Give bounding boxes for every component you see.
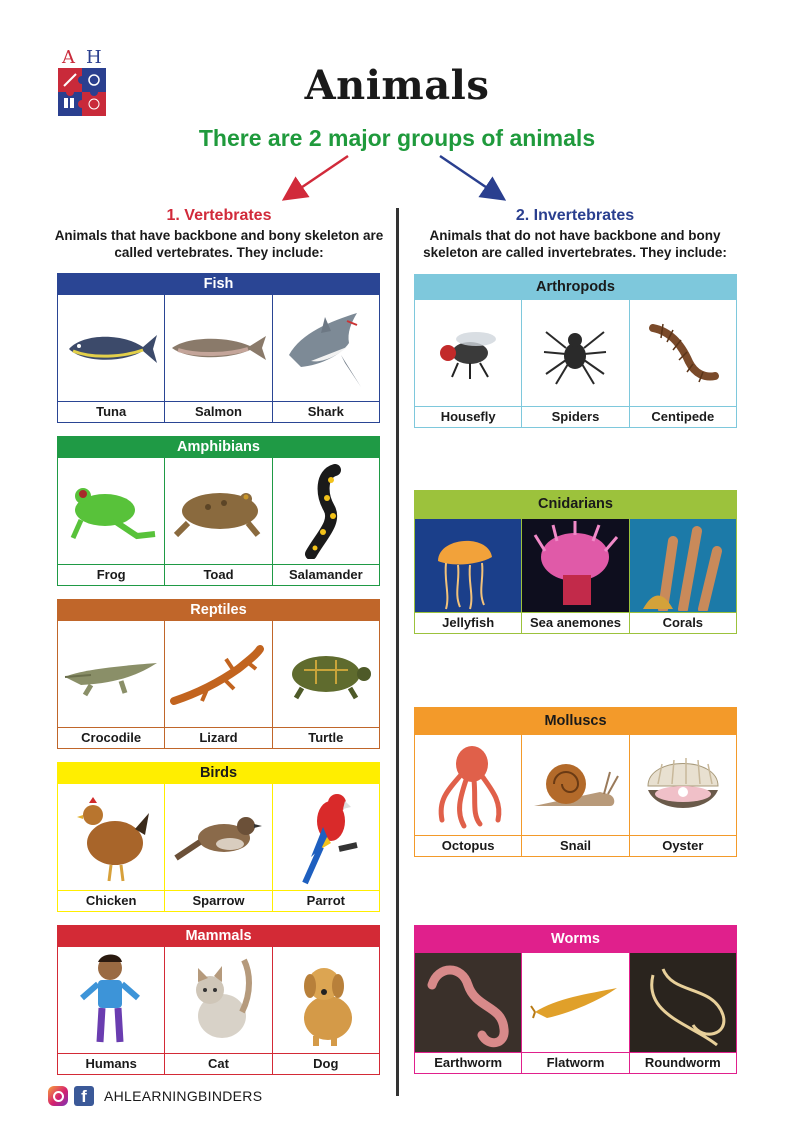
snail-image: [522, 735, 629, 835]
group-mammals: [57, 925, 380, 1075]
animal-label-parrot: Parrot: [306, 893, 345, 908]
group-amphibians: [57, 436, 380, 586]
roundworm-image: [630, 953, 736, 1052]
animal-label-corals: Corals: [662, 615, 704, 630]
animal-label-dog: Dog: [313, 1056, 339, 1071]
dog-image: [273, 947, 379, 1053]
animal-label-frog: Frog: [58, 565, 165, 585]
animal-label-centipede: Centipede: [651, 409, 715, 424]
coral-image: [630, 519, 736, 612]
salmon-image: [165, 295, 272, 401]
animal-label-chicken: Chicken: [58, 891, 165, 911]
group-arthropods: [414, 274, 737, 428]
group-fish: [57, 273, 380, 423]
toad-image: [165, 458, 272, 564]
group-title: Fish: [58, 274, 379, 294]
svg-text:A: A: [62, 47, 75, 68]
group-cnidarians: [414, 490, 737, 634]
animal-label-cat: Cat: [165, 1054, 272, 1074]
group-title: Birds: [58, 763, 379, 783]
vertebrates-header: [48, 207, 390, 261]
chicken-image: [58, 784, 165, 890]
animal-label-humans: Humans: [58, 1054, 165, 1074]
column-divider: [396, 208, 399, 1096]
group-title: Reptiles: [58, 600, 379, 620]
page-title: Animals: [304, 62, 490, 109]
vertebrates-description: Animals that have backbone and bony skeleton are called vertebrates. They include:: [54, 228, 384, 260]
lizard-image: [165, 621, 272, 727]
animal-label-snail: Snail: [522, 836, 629, 856]
animal-label-crocodile: Crocodile: [58, 728, 165, 748]
group-title: Worms: [415, 926, 736, 952]
housefly-image: [415, 300, 522, 406]
earthworm-image: [415, 953, 522, 1052]
group-molluscs: [414, 707, 737, 857]
turtle-image: [273, 621, 379, 727]
invertebrates-header: [402, 207, 748, 261]
sea-anemone-image: [522, 519, 629, 612]
animal-label-housefly: Housefly: [415, 407, 522, 427]
animal-label-toad: Toad: [165, 565, 272, 585]
footer: [48, 1086, 262, 1106]
sparrow-image: [165, 784, 272, 890]
animal-label-jellyfish: Jellyfish: [415, 613, 522, 633]
group-birds: [57, 762, 380, 912]
group-title: Mammals: [58, 926, 379, 946]
animal-label-roundworm: Roundworm: [644, 1055, 721, 1070]
jellyfish-image: [415, 519, 522, 612]
spider-image: [522, 300, 629, 406]
social-handle: AHLEARNINGBINDERS: [104, 1088, 263, 1104]
group-title: Cnidarians: [415, 491, 736, 518]
animal-label-earthworm: Earthworm: [415, 1053, 522, 1073]
animal-label-shark: Shark: [307, 404, 344, 419]
invertebrates-heading: 2. Invertebrates: [515, 207, 635, 224]
group-reptiles: [57, 599, 380, 749]
group-title: Amphibians: [58, 437, 379, 457]
animal-label-turtle: Turtle: [308, 730, 344, 745]
svg-text:H: H: [86, 47, 102, 68]
animal-label-spiders: Spiders: [522, 407, 629, 427]
crocodile-image: [58, 621, 165, 727]
animal-label-salamander: Salamander: [288, 567, 363, 582]
frog-image: [58, 458, 165, 564]
flatworm-image: [522, 953, 629, 1052]
group-title: Molluscs: [415, 708, 736, 734]
page-subtitle: There are 2 major groups of animals: [198, 125, 596, 151]
parrot-image: [273, 784, 379, 890]
invertebrates-description: Animals that do not have backbone and bony skeleton are called invertebrates. They include:: [423, 228, 727, 260]
group-title: Arthropods: [415, 275, 736, 299]
facebook-icon[interactable]: f: [74, 1086, 94, 1106]
animal-label-lizard: Lizard: [165, 728, 272, 748]
animal-label-flatworm: Flatworm: [522, 1053, 629, 1073]
group-worms: [414, 925, 737, 1074]
shark-image: [273, 295, 379, 401]
tuna-image: [58, 295, 165, 401]
animal-label-salmon: Salmon: [165, 402, 272, 422]
animal-label-oyster: Oyster: [662, 838, 704, 853]
salamander-image: [273, 458, 379, 564]
vertebrates-heading: 1. Vertebrates: [166, 207, 272, 224]
octopus-image: [415, 735, 522, 835]
instagram-icon[interactable]: [48, 1086, 68, 1106]
oyster-image: [630, 735, 736, 835]
centipede-image: [630, 300, 736, 406]
animal-label-octopus: Octopus: [415, 836, 522, 856]
animal-label-sea-anemones: Sea anemones: [522, 613, 629, 633]
branch-arrows: [270, 152, 520, 212]
animal-label-tuna: Tuna: [58, 402, 165, 422]
cat-image: [165, 947, 272, 1053]
human-image: [58, 947, 165, 1053]
animal-label-sparrow: Sparrow: [165, 891, 272, 911]
